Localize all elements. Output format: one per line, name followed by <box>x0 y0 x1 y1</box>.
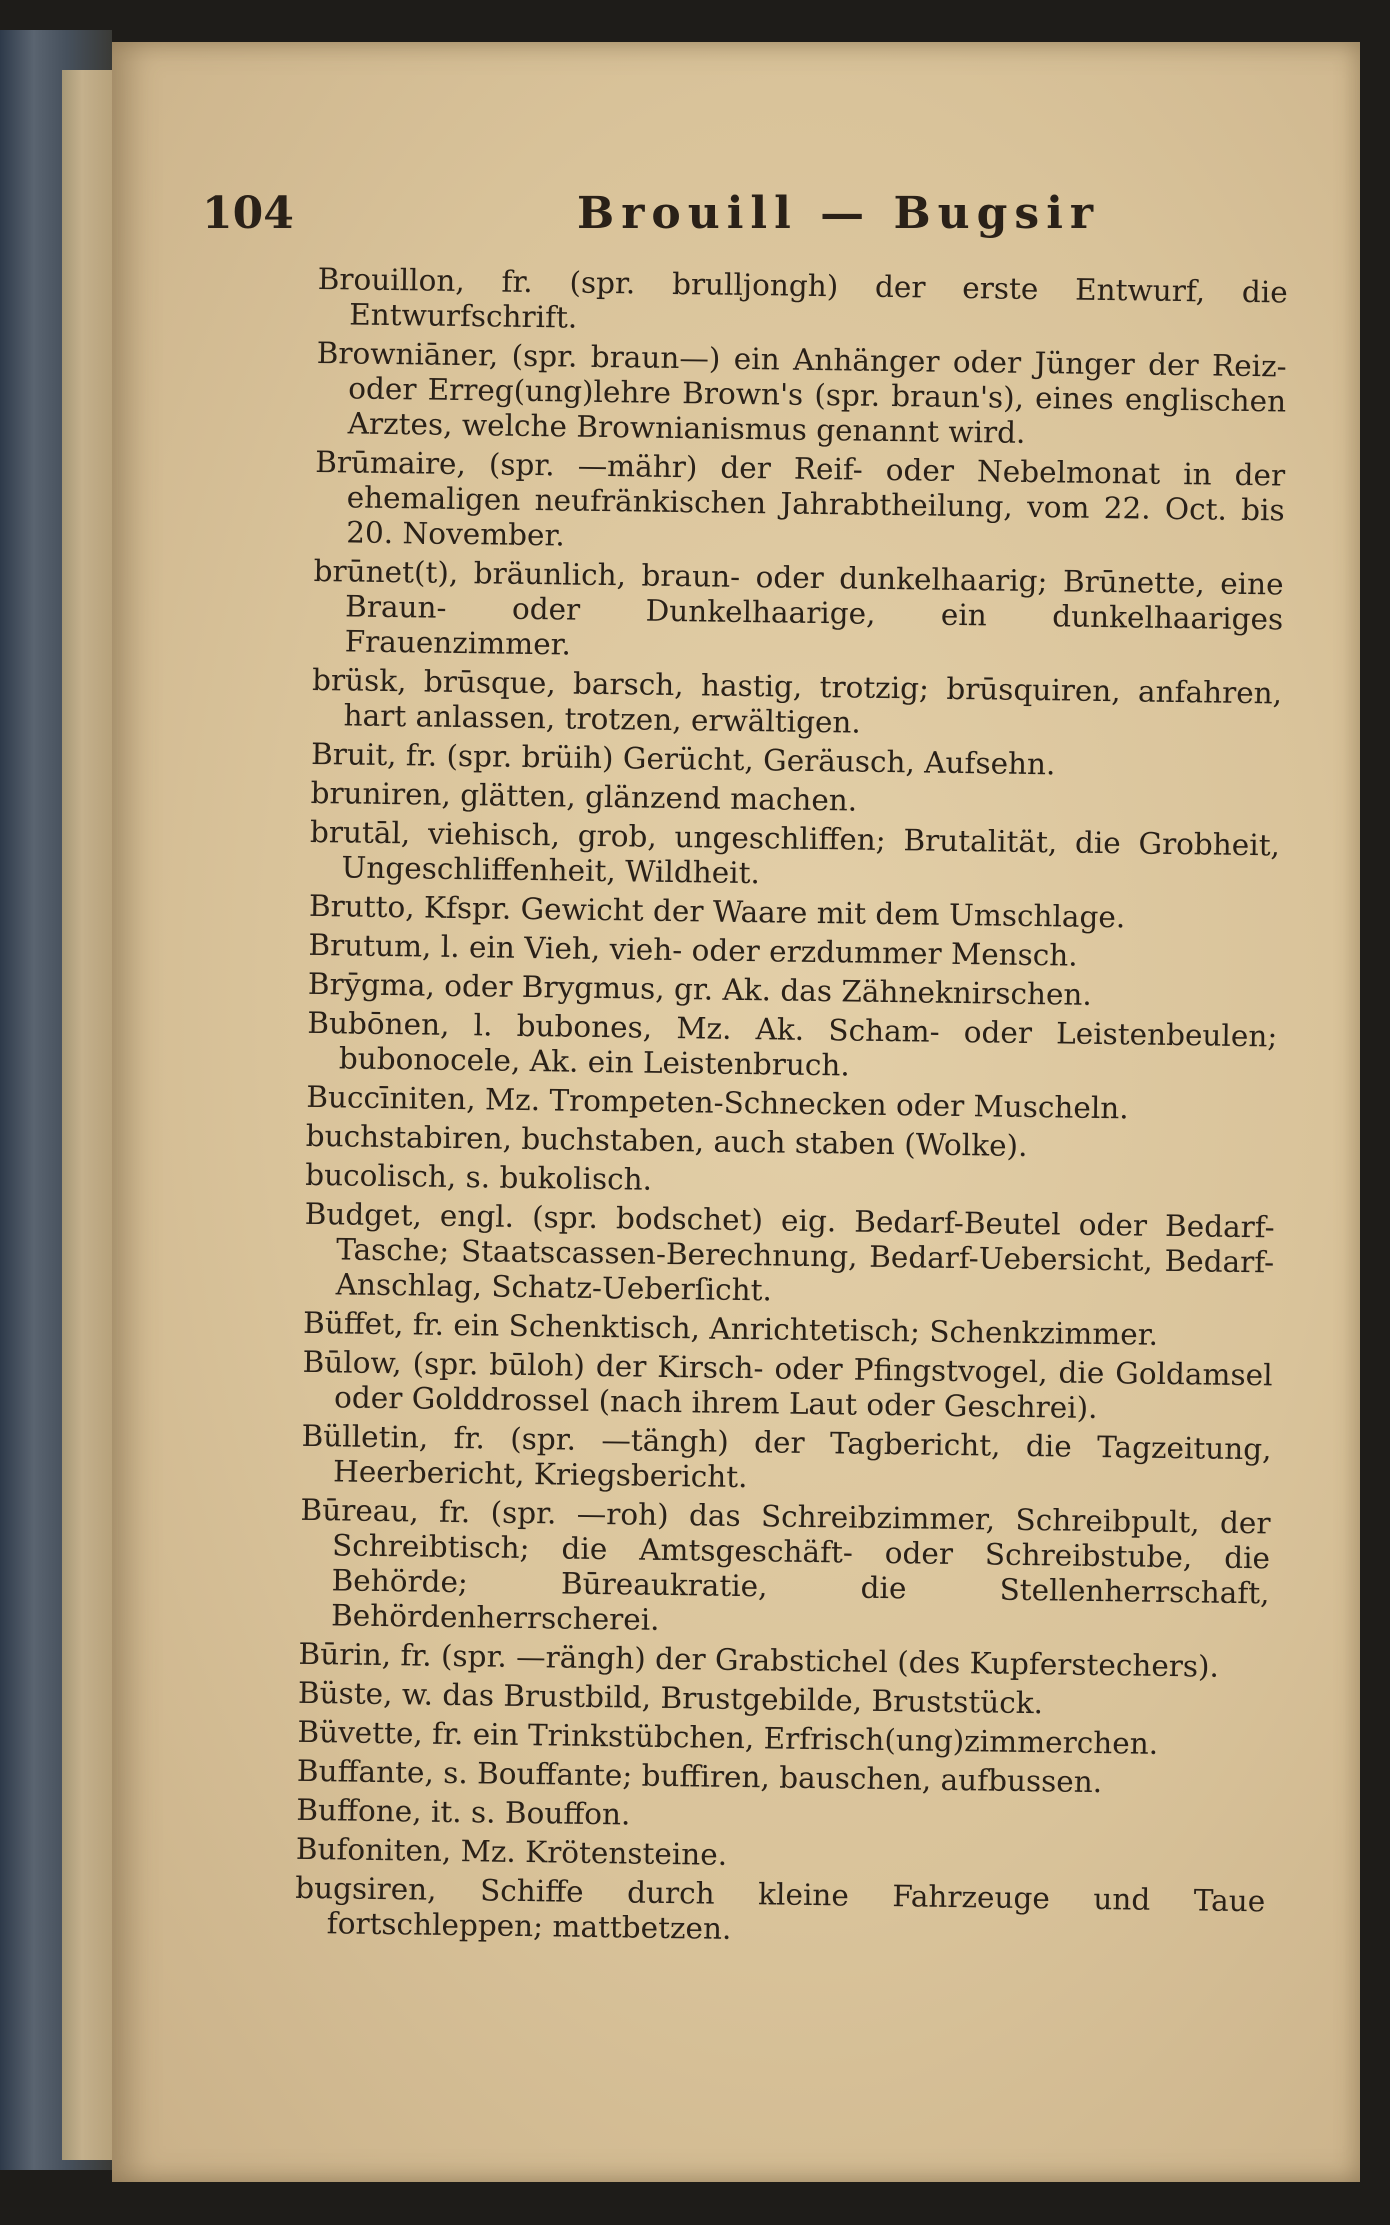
dictionary-entry: Buccīniten, Mz. Trompeten-Schnecken oder Muscheln. <box>306 1079 1129 1126</box>
dictionary-entry: Brouillon, fr. (spr. brulljongh) der erste Entwurf, die Entwurfschrift. <box>317 262 1288 335</box>
dictionary-entry: bucolisch, s. bukolisch. <box>305 1157 653 1197</box>
book-page-edge <box>0 30 112 2170</box>
dictionary-entry: Bufoniten, Mz. Krötensteine. <box>295 1831 728 1872</box>
dictionary-entry: brüsk, brūsque, barsch, hastig, trotzig; brūsquiren, anfahren, hart anlassen, trotzen, erwältigen. <box>311 662 1283 740</box>
dictionary-entry: buchstabiren, buchstaben, auch staben (Wolke). <box>305 1118 1028 1163</box>
dictionary-entry: Büvette, fr. ein Trinkstübchen, Erfrisch(ung)zimmerchen. <box>297 1714 1159 1761</box>
page-number: 104 <box>202 188 294 239</box>
stacked-pages-edge <box>62 70 112 2160</box>
dictionary-entry: Buffante, s. Bouffante; buffiren, bauschen, aufbussen. <box>296 1753 1103 1800</box>
dictionary-entry: Būlow, (spr. būloh) der Kirsch- oder Pfingstvogel, die Goldamsel oder Golddrossel (nach ihrem Laut oder Geschrei). <box>302 1344 1273 1425</box>
page-header <box>202 180 1242 250</box>
dictionary-entry: brutāl, viehisch, grob, ungeschliffen; Brutalität, die Grobheit, Ungeschliffenheit, Wildheit. <box>309 814 1281 891</box>
dictionary-entry: Buffone, it. s. Bouffon. <box>296 1792 631 1832</box>
dictionary-entry: Bülletin, fr. (spr. —tängh) der Tagbericht, die Tagzeitung, Heerbericht, Kriegsbericht. <box>301 1418 1272 1495</box>
dictionary-entry: Büste, w. das Brustbild, Brustgebilde, Bruststück. <box>297 1675 1044 1721</box>
dictionary-entry: Brūmaire, (spr. —mähr) der Reif- oder Nebelmonat in der ehemaligen neufränkischen Jahrabtheilung, vom 22. Oct. bis 20. November. <box>314 444 1286 553</box>
dictionary-entry: Bubōnen, l. bubones, Mz. Ak. Scham- oder Leistenbeulen; bubonocele, Ak. ein Leistenbruch. <box>307 1005 1278 1083</box>
dictionary-entry: Büffet, fr. ein Schenktisch, Anrichtetisch; Schenkzimmer. <box>302 1305 1159 1352</box>
dictionary-entry: Būreau, fr. (spr. —roh) das Schreibzimmer, Schreibpult, der Schreibtisch; die Amtsgeschäft- oder Schreibstube, die Behörde; Būreaukratie, die Stellenherrschaft, Behördenherrscherei. <box>300 1492 1271 1637</box>
dictionary-entry: Būrin, fr. (spr. —rängh) der Grabstichel (des Kupferstechers). <box>298 1636 1220 1684</box>
dictionary-entries <box>295 262 1288 1958</box>
dictionary-entry: Browniāner, (spr. braun—) ein Anhänger oder Jünger der Reiz- oder Erreg(ung)lehre Brown's (spr. braun's), eines englischen Arztes, welche Brownianismus genannt wird. <box>316 335 1287 450</box>
dictionary-entry: Brutto, Kfspr. Gewicht der Waare mit dem Umschlage. <box>308 888 1126 935</box>
running-head: Brouill — Bugsir <box>577 188 1101 239</box>
dictionary-entry: brūnet(t), bräunlich, braun- oder dunkelhaarig; Brūnette, eine Braun- oder Dunkelhaarige, ein dunkelhaariges Frauenzimmer. <box>313 553 1284 662</box>
dictionary-entry: Budget, engl. (spr. bodschet) eig. Bedarf-Beutel oder Bedarf-Tasche; Staatscassen-Berechnung, Bedarf-Uebersicht, Bedarf-Anschlag, Schatz-Ueberſicht. <box>304 1196 1275 1308</box>
dictionary-entry: bugsiren, Schiffe durch kleine Fahrzeuge und Taue fortschleppen; mattbetzen. <box>295 1870 1266 1946</box>
dictionary-entry: Bruit, fr. (spr. brüih) Gerücht, Geräusch, Aufsehn. <box>310 736 1056 782</box>
dictionary-entry: Brӯgma, oder Brygmus, gr. Ak. das Zähneknirschen. <box>307 966 1093 1012</box>
dictionary-entry: bruniren, glätten, glänzend machen. <box>310 775 858 818</box>
dictionary-entry: Brutum, l. ein Vieh, vieh- oder erzdummer Mensch. <box>308 927 1078 973</box>
